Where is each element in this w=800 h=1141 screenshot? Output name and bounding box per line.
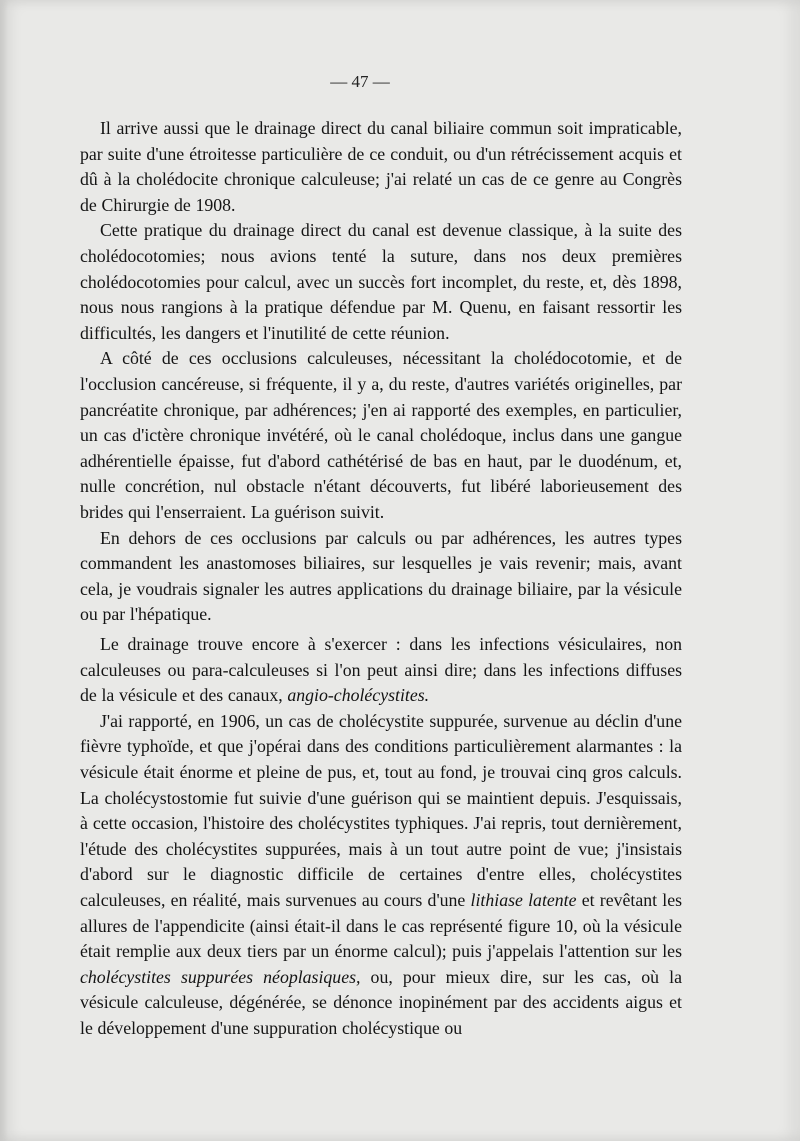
paragraph-2: Cette pratique du drainage direct du canal est devenue classique, à la suite des cholédocotomies; nous avions tenté la suture, dans nos deux premières cholédocotomies pour calcul, avec un succès fort incomplet, du reste, et, dès 1898, nous nous rangions à la pratique défendue par M. Quenu, en faisant ressortir les difficultés, les dangers et l'inutilité de cette réunion. <box>80 220 682 343</box>
text-section-1 <box>80 116 682 628</box>
paragraph-5 <box>80 632 682 709</box>
paragraph-1: Il arrive aussi que le drainage direct du canal biliaire commun soit impraticable, par suite d'une étroitesse particulière de ce conduit, ou d'un rétrécissement acquis et dû à la cholédocite chronique calculeuse; j'ai relaté un cas de ce genre au Congrès de Chirurgie de 1908. <box>80 118 682 215</box>
text-section-2 <box>80 632 682 1042</box>
paragraph-6-part-2: et revêtant les allures de l'appendicite (ainsi était-il dans le cas représenté figure 10, où la vésicule était remplie aux deux tiers par un énorme calcul); puis j'appelais l'attention sur les <box>80 889 683 962</box>
paragraph-6-italic-1: lithiase latente <box>470 889 577 910</box>
paragraph-6-part-3: ou, pour mieux dire, sur les cas, où la vésicule calculeuse, dégénérée, se dénonce inopinément par des accidents aigus et le développement d'une suppuration cholécystique ou <box>80 966 682 1038</box>
paragraph-5-italic-term: angio-cholécystites. <box>287 685 430 706</box>
paragraph-6-part-1: J'ai rapporté, en 1906, un cas de cholécystite suppurée, survenue au déclin d'une fièvre typhoïde, et que j'opérai dans des conditions particulièrement alarmantes : la vésicule était énorme et pleine de pus, et, tout au fond, je trouvai cinq gros calculs. La cholécystostomie fut suivie d'une guérison qui se maintient depuis. J'esquissais, à cette occasion, l'histoire des cholécystites typhiques. J'ai repris, tout dernièrement, l'étude des cholécystites suppurées, mais à un tout autre point de vue; j'insistais d'abord sur le diagnostic difficile de certaines d'entre elles, cholécystites calculeuses, en réalité, mais survenues au cours d'une <box>80 710 682 910</box>
paragraph-4: En dehors de ces occlusions par calculs ou par adhérences, les autres types commandent les anastomoses biliaires, sur lesquelles je vais revenir; mais, avant cela, je voudrais signaler les autres applications du drainage biliaire, par la vésicule ou par l'hépatique. <box>80 527 682 625</box>
paragraph-3: A côté de ces occlusions calculeuses, nécessitant la cholédocotomie, et de l'occlusion cancéreuse, si fréquente, il y a, du reste, d'autres variétés originelles, par pancréatite chronique, par adhérences; j'en ai rapporté des exemples, en particulier, un cas d'ictère chronique invétéré, où le canal cholédoque, inclus dans une gangue adhérentielle épaisse, fut d'abord cathétérisé de bas en haut, par le duodénum, et, nulle concrétion, nul obstacle n'étant découverts, fut libéré laborieusement des brides qui l'enserraient. La guérison suivit. <box>80 348 682 522</box>
page-number: — 47 — <box>330 72 390 91</box>
paragraph-6-italic-2: cholécystites suppurées néoplasiques, <box>80 966 361 987</box>
paragraph-6 <box>80 709 682 1042</box>
paragraph-5-text: Le drainage trouve encore à s'exercer : dans les infections vésiculaires, non calculeuses ou para-calculeuses si l'on peut ainsi dire; dans les infections diffuses de la vésicule et des canaux, <box>80 634 682 706</box>
